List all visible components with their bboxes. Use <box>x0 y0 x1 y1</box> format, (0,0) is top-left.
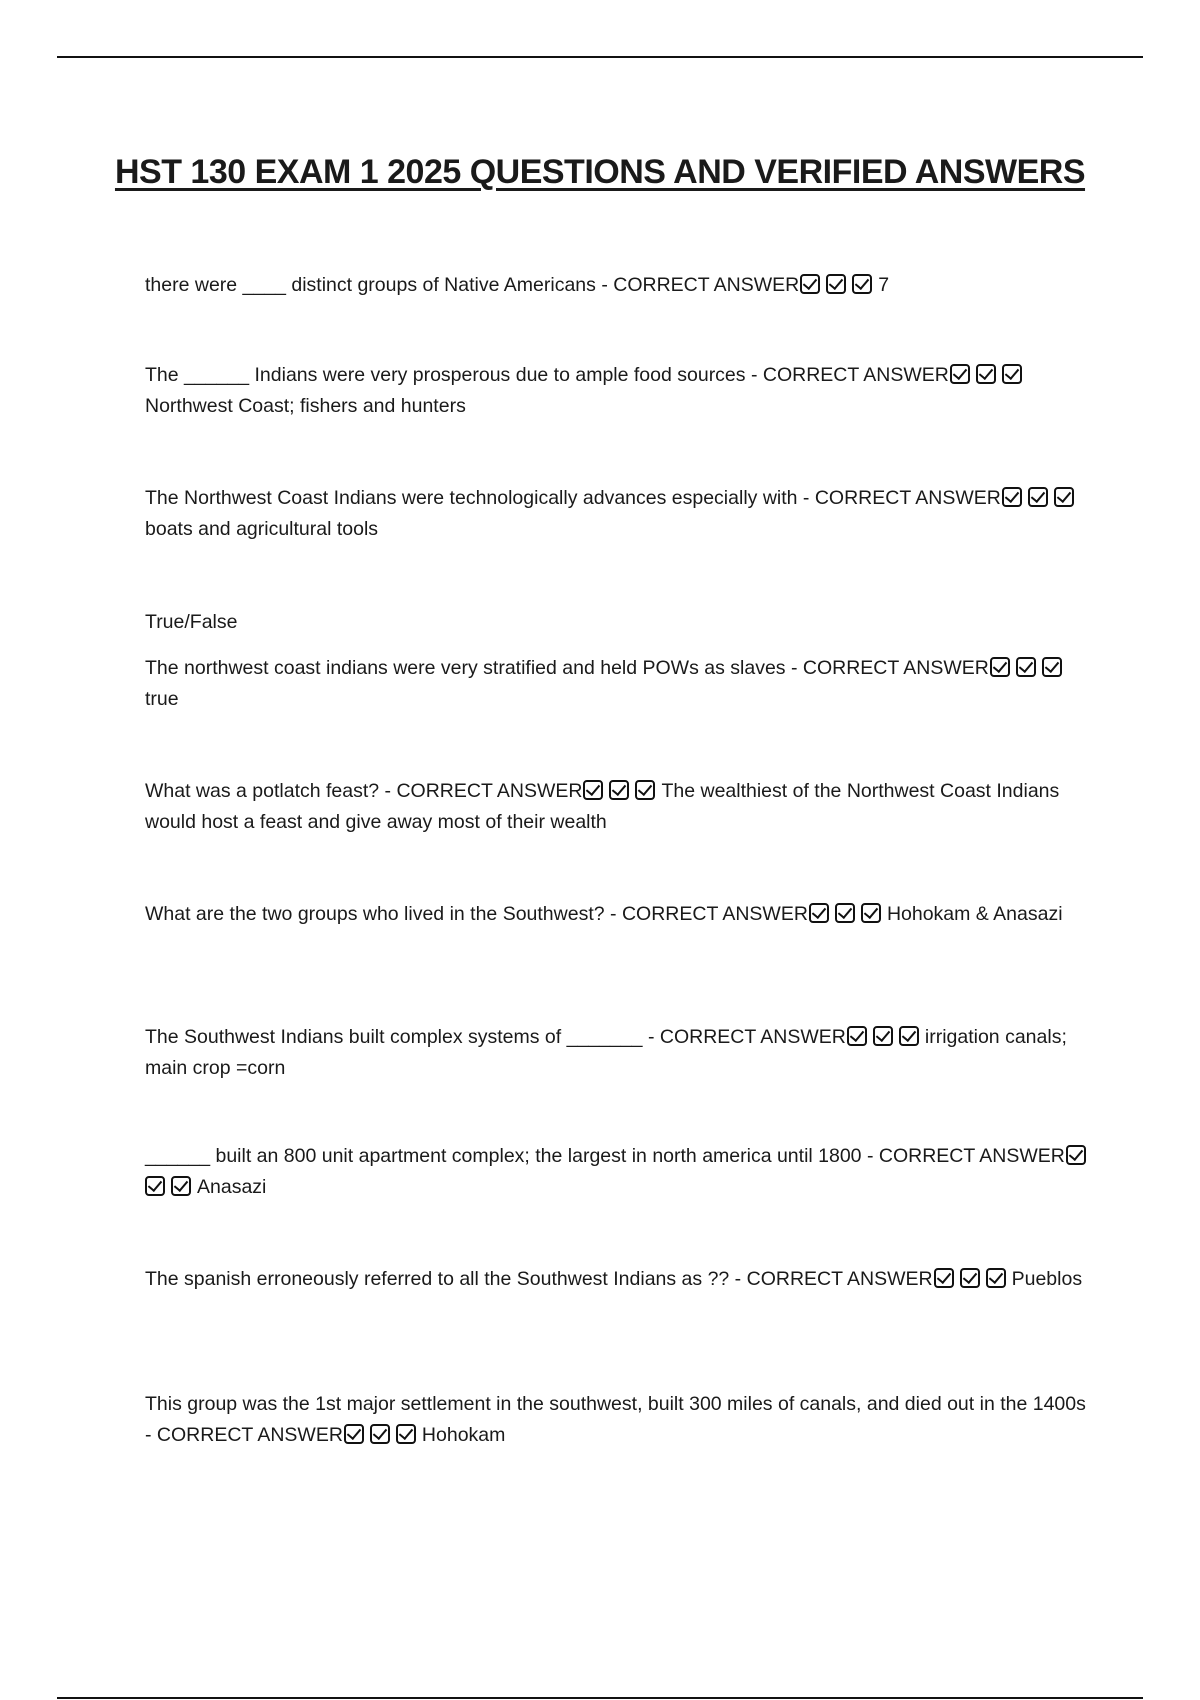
answer-text: Pueblos <box>1011 1268 1083 1290</box>
checked-box-icon <box>1066 1145 1086 1165</box>
question-text: The Southwest Indians built complex systems of _______ <box>145 1026 643 1048</box>
answer-text: Hohokam <box>421 1424 506 1446</box>
qa-item: The spanish erroneously referred to all the Southwest Indians as ?? - CORRECT ANSWER Pueblos <box>145 1268 1083 1290</box>
question-text: ______ built an 800 unit apartment complex; the largest in north america until 1800 <box>145 1145 862 1167</box>
checked-box-icon <box>145 1176 165 1196</box>
true-false-label: True/False <box>145 611 238 633</box>
checked-box-icon <box>1002 364 1022 384</box>
checked-box-icon <box>370 1424 390 1444</box>
question-text: What are the two groups who lived in the Southwest? <box>145 903 605 925</box>
checked-box-icon <box>899 1026 919 1046</box>
answer-text: Hohokam & Anasazi <box>886 903 1063 925</box>
document-title: HST 130 EXAM 1 2025 QUESTIONS AND VERIFIED ANSWERS <box>114 153 1086 191</box>
correct-answer-label: CORRECT ANSWER <box>659 1026 846 1048</box>
checked-box-icon <box>847 1026 867 1046</box>
correct-answer-label: CORRECT ANSWER <box>746 1268 933 1290</box>
checked-box-icon <box>990 657 1010 677</box>
answer-text: Northwest Coast; fishers and hunters <box>145 395 466 417</box>
checked-box-icon <box>1042 657 1062 677</box>
checked-box-icon <box>1002 487 1022 507</box>
correct-answer-label: CORRECT ANSWER <box>802 657 989 679</box>
correct-answer-label: CORRECT ANSWER <box>156 1424 343 1446</box>
checked-box-icon <box>800 274 820 294</box>
checked-box-icon <box>171 1176 191 1196</box>
checked-box-icon <box>1054 487 1074 507</box>
checked-box-icon <box>1028 487 1048 507</box>
qa-item: The ______ Indians were very prosperous due to ample food sources - CORRECT ANSWERNorthwest Coast; fishers and hunters <box>145 360 1095 422</box>
correct-answer-label: CORRECT ANSWER <box>814 487 1001 509</box>
question-text: there were ____ distinct groups of Native Americans <box>145 274 596 296</box>
qa-item: What was a potlatch feast? - CORRECT ANSWER The wealthiest of the Northwest Coast Indians would host a feast and give away most of their wealth <box>145 780 1060 833</box>
correct-answer-label: CORRECT ANSWER <box>878 1145 1065 1167</box>
qa-item: What are the two groups who lived in the Southwest? - CORRECT ANSWER Hohokam & Anasazi <box>145 903 1063 925</box>
checked-box-icon <box>852 274 872 294</box>
bottom-rule <box>57 1697 1143 1699</box>
qa-item: The Southwest Indians built complex systems of _______ - CORRECT ANSWER irrigation canals; main crop =corn <box>145 1026 1067 1079</box>
answer-text: true <box>145 688 179 710</box>
correct-answer-label: CORRECT ANSWER <box>613 274 800 296</box>
qa-item: there were ____ distinct groups of Native Americans - CORRECT ANSWER 7 <box>145 274 890 296</box>
correct-answer-label: CORRECT ANSWER <box>762 364 949 386</box>
checked-box-icon <box>960 1268 980 1288</box>
checked-box-icon <box>809 903 829 923</box>
top-rule <box>57 56 1143 58</box>
checked-box-icon <box>950 364 970 384</box>
answer-text: irrigation canals; main crop =corn <box>145 1026 1067 1079</box>
qa-item: The northwest coast indians were very stratified and held POWs as slaves - CORRECT ANSWERtrue <box>145 653 1095 715</box>
question-text: The ______ Indians were very prosperous due to ample food sources <box>145 364 746 386</box>
checked-box-icon <box>976 364 996 384</box>
question-text: What was a potlatch feast? <box>145 780 380 802</box>
checked-box-icon <box>1016 657 1036 677</box>
checked-box-icon <box>934 1268 954 1288</box>
answer-text: The wealthiest of the Northwest Coast Indians would host a feast and give away most of their wealth <box>145 780 1060 833</box>
answer-text: Anasazi <box>197 1176 267 1198</box>
checked-box-icon <box>873 1026 893 1046</box>
question-text: The northwest coast indians were very stratified and held POWs as slaves <box>145 657 786 679</box>
checked-box-icon <box>583 780 603 800</box>
checked-box-icon <box>396 1424 416 1444</box>
checked-box-icon <box>344 1424 364 1444</box>
correct-answer-label: CORRECT ANSWER <box>621 903 808 925</box>
answer-text: 7 <box>878 274 890 296</box>
checked-box-icon <box>826 274 846 294</box>
answer-text: boats and agricultural tools <box>145 518 379 540</box>
checked-box-icon <box>861 903 881 923</box>
question-text: The Northwest Coast Indians were technologically advances especially with <box>145 487 798 509</box>
qa-item: This group was the 1st major settlement in the southwest, built 300 miles of canals, and died out in the 1400s - CORRECT ANSWER Hohokam <box>145 1393 1086 1446</box>
question-text: This group was the 1st major settlement in the southwest, built 300 miles of canals, and died out in the 1400s <box>145 1393 1086 1415</box>
checked-box-icon <box>835 903 855 923</box>
checked-box-icon <box>635 780 655 800</box>
question-text: The spanish erroneously referred to all the Southwest Indians as ?? <box>145 1268 730 1290</box>
checked-box-icon <box>986 1268 1006 1288</box>
checked-box-icon <box>609 780 629 800</box>
qa-item: The Northwest Coast Indians were technologically advances especially with - CORRECT ANSWERboats and agricultural tools <box>145 483 1095 545</box>
qa-item: ______ built an 800 unit apartment complex; the largest in north america until 1800 - CORRECT ANSWERAnasazi <box>145 1141 1095 1203</box>
correct-answer-label: CORRECT ANSWER <box>396 780 583 802</box>
